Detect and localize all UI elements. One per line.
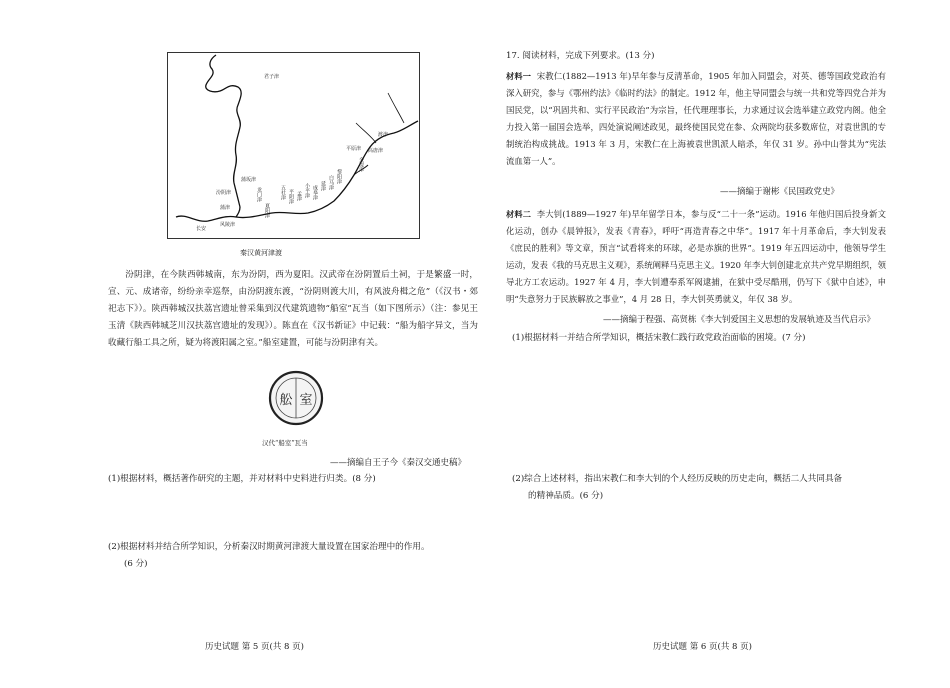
right-question-1: (1)根据材料一并结合所学知识，概括宋教仁践行政党政治面临的困境。(7 分)	[512, 333, 806, 343]
map-label-changan: 长安	[196, 226, 207, 232]
map-label-liyang: 黎阳津	[336, 169, 342, 184]
page-footer-5: 历史试题 第 5 页(共 8 页)	[205, 642, 304, 652]
material-1-label: 材料一	[506, 71, 532, 81]
question-1: (1)根据材料，概括著作研究的主题，并对材料中史料进行归类。(8 分)	[108, 474, 376, 484]
map-label-gaotang: 高唐津	[368, 148, 384, 154]
right-question-2	[512, 471, 892, 505]
material-2	[506, 206, 886, 308]
map-label-puban-ferry: 蒲津	[220, 205, 231, 211]
map-caption: 秦汉黄河津渡	[240, 249, 282, 257]
map-label-shengjin: 渡津	[378, 132, 389, 138]
seal-char-1: 舩	[279, 393, 293, 408]
question-2-line-1: (2)根据材料并结合所学知识，分析秦汉时期黄河津渡大量设置在国家治理中的作用。	[108, 542, 430, 552]
map-label-junzi: 君子津	[264, 74, 280, 80]
map-label-fenyin: 汾阴津	[216, 190, 232, 196]
river-map-drawing	[168, 53, 421, 240]
source-citation: ——摘编自王子今《秦汉交通史稿》	[330, 458, 467, 468]
material-1-source: ——摘编于谢彬《民国政党史》	[720, 187, 840, 197]
page-footer-6: 历史试题 第 6 页(共 8 页)	[653, 642, 752, 652]
map-label-pingyin: 平阴津	[288, 189, 294, 204]
yellow-river-ferries-map	[167, 52, 420, 239]
question-2	[108, 539, 478, 573]
map-label-chenggao: 成皋津	[312, 185, 318, 200]
material-2-source: ——摘编于程强、高贤栋《李大钊爱国主义思想的发展轨迹及当代启示》	[603, 315, 876, 325]
material-2-label: 材料二	[506, 209, 532, 219]
map-label-longmen: 龙门津	[256, 187, 262, 202]
material-2-text: 李大钊(1889—1927 年)早年留学日本，参与反“二十一条”运动。1916 年他归国后投身新文化运动，创办《晨钟报》，发表《青春》，呼吁“再造青春之中华”。1917 年十月革命后，李大钊发表《庶民的胜利》等文章，预言“试看将来的环球，必是赤旗的世界”。1919 年五四运动中，他领导学生运动，发表《我的马克思主义观》，系统阐释马克思主义。1920 年李大钊创建北京共产党早期组织，领导北方工农运动。1927 年 4 月，李大钊遭奉系军阀逮捕，在狱中受尽酷刑，仍写下《狱中自述》，申明“失意努力于民族解放之事业”，4 月 28 日，李大钊英勇就义，年仅 38 岁。	[506, 209, 886, 304]
material-1	[506, 68, 886, 170]
question-17-heading: 17. 阅读材料，完成下列要求。(13 分)	[506, 51, 655, 61]
map-label-fengling: 风陵津	[220, 222, 236, 228]
map-label-baima: 白马津	[328, 175, 334, 190]
question-2-line-2: (6 分)	[124, 559, 148, 569]
map-label-puban: 蒲坂津	[241, 177, 257, 183]
map-label-xiayang: 夏阳津	[264, 203, 270, 218]
right-page	[475, 0, 950, 688]
map-label-jindi: 金堤津	[358, 157, 364, 172]
tile-end-image	[268, 370, 324, 426]
seal-char-2: 室	[299, 393, 313, 408]
right-question-2-line-2: 的精神品质。(6 分)	[528, 491, 604, 501]
map-label-wushe: 五社津	[280, 185, 286, 200]
material-1-text: 宋教仁(1882—1913 年)早年参与反清革命，1905 年加入同盟会，对英、德等国政党政治有深入研究，参与《鄂州约法》《临时约法》的制定。1912 年，他主导同盟会与统一共和党等四党合并为国民党，以“巩固共和、实行平民政治”为宗旨，任代理理事长，力求通过议会选举建立政党内阁。他全力投入第一届国会选举，四处演说阐述政见，最终使国民党在参、众两院均获多数席位，对袁世凯的专制统治构成挑战。1913 年 3 月，宋教仁在上海被袁世凯派人暗杀，年仅 31 岁。孙中山誉其为“宪法流血第一人”。	[506, 71, 886, 166]
tile-end-caption: 汉代“船室”瓦当	[262, 439, 308, 447]
map-label-xiaoping: 小平津	[304, 183, 310, 198]
material-paragraph: 汾阴津，在今陕西韩城南，东为汾阴，西为夏阳。汉武帝在汾阴置后土祠，于是繁盛一时，宣、元、成诸帝，纷纷亲幸巡祭，由汾阴渡东渡，“汾阴则渡大川，有风波舟楫之危”（《汉书・郊祀志下》）。陕西韩城汉扶荔宫遗址曾采集到汉代建筑遗物“船室”瓦当（如下图所示）（注：参见王玉清《陕西韩城芝川汉扶荔宫遗址的发现》）。陈直在《汉书新证》中记载：“船为船字异文，当为收藏行船工具之所，疑为将渡阳属之室。”船室建置，可能与汾阴津有关。	[108, 270, 478, 348]
map-label-yanjin: 延津	[320, 181, 326, 191]
map-label-pingyuan: 平原津	[346, 146, 362, 152]
map-label-mengjin: 孟津	[296, 191, 302, 201]
right-question-2-line-1: (2)综合上述材料，指出宋教仁和李大钊的个人经历反映的历史走向，概括二人共同具备	[512, 474, 843, 484]
